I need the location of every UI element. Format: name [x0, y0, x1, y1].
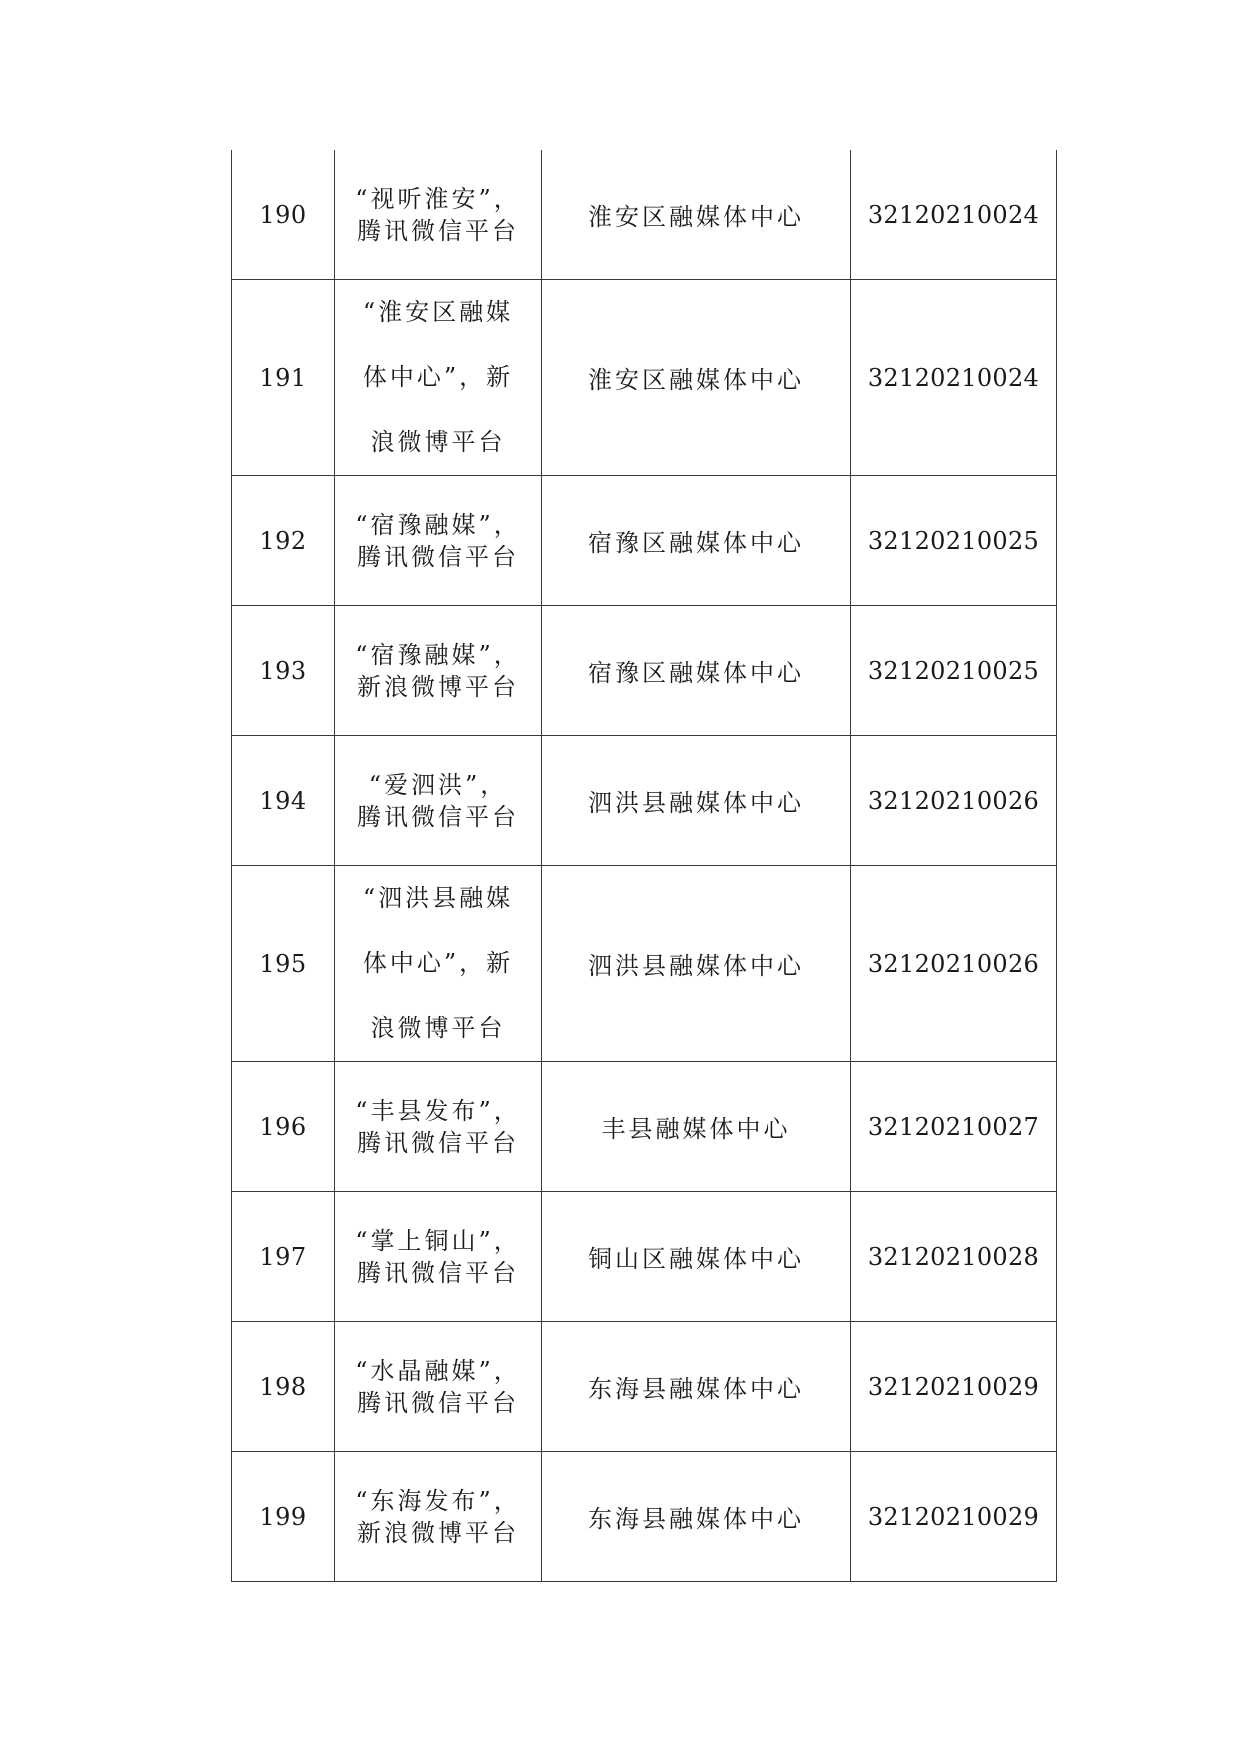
account-name	[335, 866, 542, 1062]
organization: 泗洪县融媒体中心	[542, 736, 851, 866]
table-row	[232, 736, 1057, 866]
row-number: 195	[232, 866, 335, 1062]
table-row	[232, 1452, 1057, 1582]
account-name	[335, 1062, 542, 1192]
account-name-line: “泗洪县融媒	[362, 884, 514, 912]
organization: 淮安区融媒体中心	[542, 280, 851, 476]
account-name	[335, 1322, 542, 1452]
license-code: 32120210026	[851, 866, 1057, 1062]
table-row	[232, 476, 1057, 606]
license-code: 32120210024	[851, 150, 1057, 280]
organization: 宿豫区融媒体中心	[542, 476, 851, 606]
account-name-line: “宿豫融媒”，	[355, 640, 521, 669]
organization: 东海县融媒体中心	[542, 1322, 851, 1452]
row-number: 193	[232, 606, 335, 736]
registry-table	[231, 150, 1057, 1582]
account-name-line: 腾讯微信平台	[357, 1388, 519, 1417]
account-name-line: “掌上铜山”，	[355, 1226, 521, 1255]
table-row	[232, 280, 1057, 476]
table-row	[232, 150, 1057, 280]
organization: 泗洪县融媒体中心	[542, 866, 851, 1062]
account-name-line: “水晶融媒”，	[355, 1356, 521, 1385]
license-code: 32120210027	[851, 1062, 1057, 1192]
account-name	[335, 150, 542, 280]
account-name-line: 新浪微博平台	[357, 672, 519, 701]
account-name	[335, 606, 542, 736]
account-name-line: “东海发布”，	[355, 1486, 521, 1515]
license-code: 32120210029	[851, 1322, 1057, 1452]
license-code: 32120210026	[851, 736, 1057, 866]
row-number: 197	[232, 1192, 335, 1322]
account-name-line: “视听淮安”，	[355, 184, 521, 213]
account-name	[335, 736, 542, 866]
account-name	[335, 280, 542, 476]
account-name-line: “丰县发布”，	[355, 1096, 521, 1125]
row-number: 196	[232, 1062, 335, 1192]
account-name-line: 新浪微博平台	[357, 1518, 519, 1547]
account-name-line: “爱泗洪”，	[368, 770, 508, 799]
account-name-line: “宿豫融媒”，	[355, 510, 521, 539]
account-name-line: 腾讯微信平台	[357, 542, 519, 571]
account-name	[335, 1452, 542, 1582]
account-name-line: 腾讯微信平台	[357, 1258, 519, 1287]
row-number: 198	[232, 1322, 335, 1452]
table-row	[232, 1062, 1057, 1192]
account-name-line: 浪微博平台	[370, 428, 506, 456]
account-name-line: 体中心”，新	[362, 949, 514, 977]
organization: 淮安区融媒体中心	[542, 150, 851, 280]
account-name-line: 腾讯微信平台	[357, 1128, 519, 1157]
table-row	[232, 1322, 1057, 1452]
account-name-line: 腾讯微信平台	[357, 216, 519, 245]
organization: 丰县融媒体中心	[542, 1062, 851, 1192]
license-code: 32120210024	[851, 280, 1057, 476]
license-code: 32120210028	[851, 1192, 1057, 1322]
row-number: 194	[232, 736, 335, 866]
row-number: 191	[232, 280, 335, 476]
account-name-line: 体中心”，新	[362, 363, 514, 391]
account-name	[335, 476, 542, 606]
row-number: 192	[232, 476, 335, 606]
account-name	[335, 1192, 542, 1322]
table-row	[232, 1192, 1057, 1322]
account-name-line: “淮安区融媒	[362, 298, 514, 326]
row-number: 190	[232, 150, 335, 280]
row-number: 199	[232, 1452, 335, 1582]
license-code: 32120210029	[851, 1452, 1057, 1582]
license-code: 32120210025	[851, 606, 1057, 736]
organization: 铜山区融媒体中心	[542, 1192, 851, 1322]
organization: 东海县融媒体中心	[542, 1452, 851, 1582]
table-row	[232, 866, 1057, 1062]
account-name-line: 浪微博平台	[370, 1014, 506, 1042]
table-row	[232, 606, 1057, 736]
organization: 宿豫区融媒体中心	[542, 606, 851, 736]
license-code: 32120210025	[851, 476, 1057, 606]
account-name-line: 腾讯微信平台	[357, 802, 519, 831]
